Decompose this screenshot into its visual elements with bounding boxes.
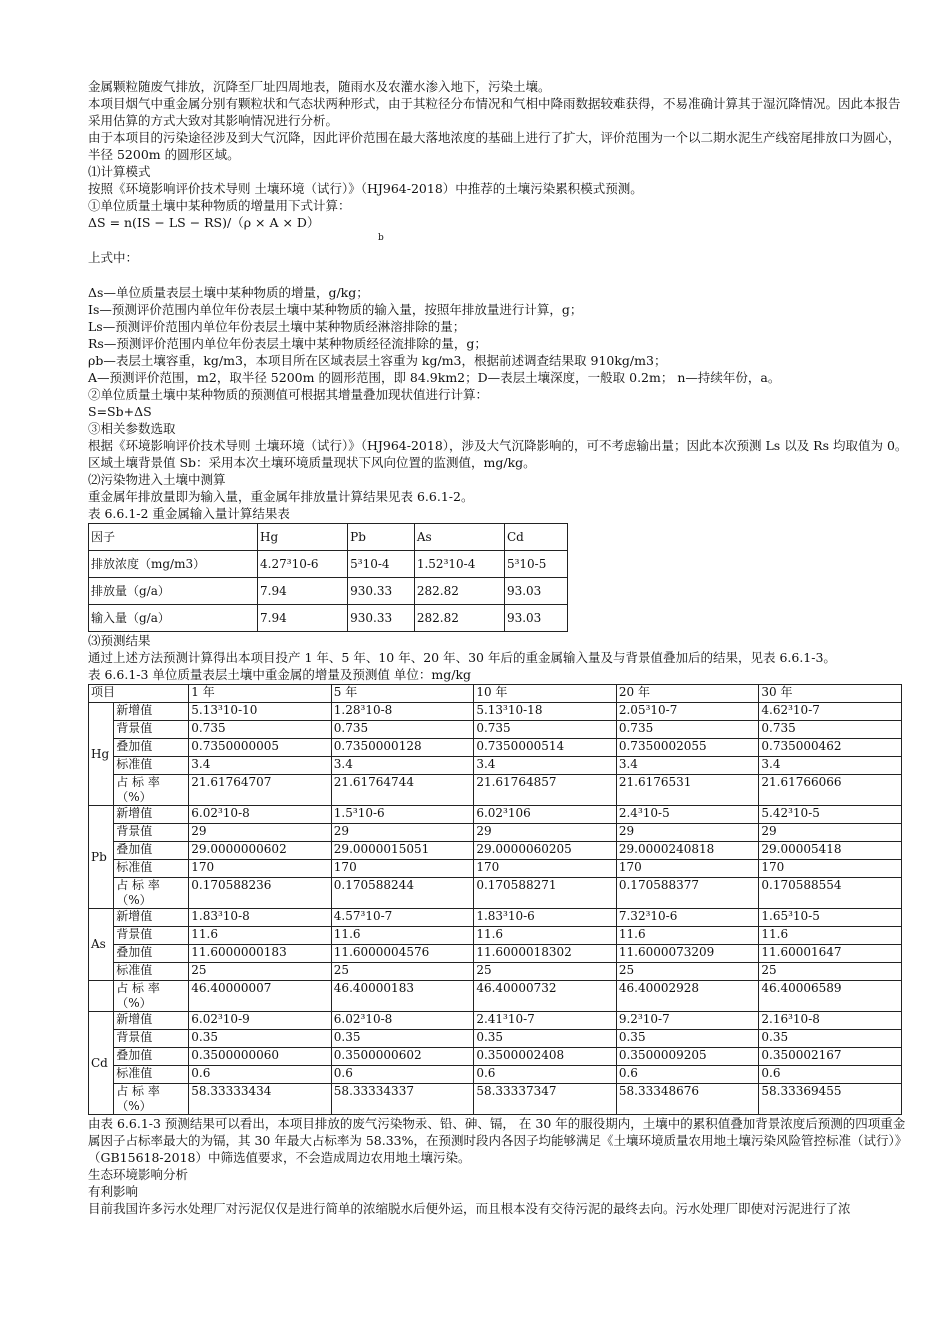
intro-section — [88, 78, 908, 231]
table-row — [89, 824, 902, 842]
paragraph: 由表 6.6.1-3 预测结果可以看出，本项目排放的废气污染物汞、铅、砷、镉， 在 30 年的服役期内，土壤中的累积值叠加背景浓度后预测的四项重金属因子占标率最大的为镉，其 30 年最大占标率为 58.33%，在预测时段内各因子均能够满足《土壤环境质量农用地土壤污染风险管控标准（试行）》（GB15618-2018）中筛选值要求，不会造成周边农用地土壤污染。 — [88, 1116, 908, 1165]
value-cell: 4.62³10-7 — [759, 703, 902, 721]
table-cell: 5³10-5 — [504, 551, 567, 578]
item-cell: 背景值 — [114, 1030, 189, 1048]
paragraph: 本项目烟气中重金属分别有颗粒状和气态状两种形式，由于其粒径分布情况和气相中降雨数据较难获得，不易准确计算其于湿沉降情况。因此本报告采用估算的方式大致对其影响情况进行分析。 — [88, 96, 901, 128]
value-cell: 6.02³106 — [474, 806, 617, 824]
table-row — [89, 842, 902, 860]
value-cell: 0.35 — [759, 1030, 902, 1048]
value-cell: 0.170588377 — [616, 878, 759, 909]
table-cell: 4.27³10-6 — [258, 551, 348, 578]
value-cell: 0.735 — [331, 721, 474, 739]
value-cell: 2.16³10-8 — [759, 1012, 902, 1030]
value-cell: 0.735 — [616, 721, 759, 739]
table-cell: 5³10-4 — [348, 551, 415, 578]
value-cell: 3.4 — [616, 757, 759, 775]
conclusion-section — [88, 1115, 908, 1217]
value-cell: 11.6 — [331, 927, 474, 945]
value-cell: 25 — [759, 963, 902, 981]
value-cell: 0.7350002055 — [616, 739, 759, 757]
header-cell: Pb — [348, 524, 415, 551]
value-cell: 58.33333434 — [189, 1084, 332, 1115]
table-row — [89, 806, 902, 824]
item-cell: 标准值 — [114, 860, 189, 878]
value-cell: 5.13³10-18 — [474, 703, 617, 721]
table-cell: 排放浓度（mg/m3） — [89, 551, 258, 578]
value-cell: 21.61764744 — [331, 775, 474, 806]
item-cell: 叠加值 — [114, 945, 189, 963]
value-cell: 0.6 — [759, 1066, 902, 1084]
paragraph: ⑵污染物进入土壤中测算 — [88, 472, 226, 487]
value-cell: 6.02³10-8 — [331, 1012, 474, 1030]
paragraph: A—预测评价范围，m2，取半径 5200m 的圆形范围，即 84.9km2；D—表层土壤深度，一般取 0.2m； n—持续年份，a。 — [88, 370, 781, 385]
table-cell: 93.03 — [504, 605, 567, 632]
paragraph: Δs—单位质量表层土壤中某种物质的增量，g/kg； — [88, 285, 369, 300]
item-cell: 占 标 率（%） — [114, 775, 189, 806]
value-cell: 46.40000183 — [331, 981, 474, 1012]
metal-group-cell — [89, 981, 114, 1012]
value-cell: 2.05³10-7 — [616, 703, 759, 721]
value-cell: 46.40002928 — [616, 981, 759, 1012]
table-row — [89, 1048, 902, 1066]
table-row — [89, 578, 568, 605]
paragraph: 根据《环境影响评价技术导则 土壤环境（试行）》（HJ964-2018），涉及大气沉降影响的，可不考虑输出量；因此本次预测 Ls 以及 Rs 均取值为 0。 — [88, 438, 908, 453]
document-page — [88, 78, 908, 1217]
paragraph: 重金属年排放量即为输入量，重金属年排放量计算结果见表 6.6.1-2。 — [88, 489, 474, 504]
value-cell: 21.61764857 — [474, 775, 617, 806]
table2-caption: 表 6.6.1-3 单位质量表层土壤中重金属的增量及预测值 单位：mg/kg — [88, 667, 472, 682]
value-cell: 0.35 — [616, 1030, 759, 1048]
value-cell: 3.4 — [474, 757, 617, 775]
value-cell: 0.7350000514 — [474, 739, 617, 757]
value-cell: 58.33369455 — [759, 1084, 902, 1115]
value-cell: 0.6 — [331, 1066, 474, 1084]
paragraph: Ls—预测评价范围内单位年份表层土壤中某种物质经淋溶排除的量； — [88, 319, 466, 334]
prediction-section — [88, 632, 908, 666]
table-row — [89, 945, 902, 963]
value-cell: 46.40006589 — [759, 981, 902, 1012]
value-cell: 0.735000462 — [759, 739, 902, 757]
formula-note — [88, 249, 908, 266]
value-cell: 3.4 — [331, 757, 474, 775]
table-row — [89, 605, 568, 632]
value-cell: 6.02³10-9 — [189, 1012, 332, 1030]
table-row — [89, 909, 902, 927]
table-row — [89, 860, 902, 878]
value-cell: 4.57³10-7 — [331, 909, 474, 927]
value-cell: 0.170588244 — [331, 878, 474, 909]
table-row — [89, 1066, 902, 1084]
table-cell: 1.52³10-4 — [414, 551, 504, 578]
value-cell: 58.33334337 — [331, 1084, 474, 1115]
paragraph: ΔS = n(IS − LS − RS)/（ρ × A × D） — [88, 215, 320, 230]
value-cell: 0.170588554 — [759, 878, 902, 909]
soil-increment-prediction-table — [88, 684, 902, 1115]
value-cell: 1.83³10-8 — [189, 909, 332, 927]
value-cell: 3.4 — [189, 757, 332, 775]
table-cell: 282.82 — [414, 605, 504, 632]
table-cell: 930.33 — [348, 605, 415, 632]
value-cell: 0.35 — [331, 1030, 474, 1048]
table-cell: 93.03 — [504, 578, 567, 605]
item-cell: 占 标 率（%） — [114, 878, 189, 909]
item-cell: 占 标 率（%） — [114, 981, 189, 1012]
table-cell: 930.33 — [348, 578, 415, 605]
item-cell: 新增值 — [114, 703, 189, 721]
value-cell: 0.350002167 — [759, 1048, 902, 1066]
header-cell: As — [414, 524, 504, 551]
header-cell: 1 年 — [189, 685, 332, 703]
value-cell: 29 — [759, 824, 902, 842]
paragraph: Is—预测评价范围内单位年份表层土壤中某种物质的输入量，按照年排放量进行计算，g； — [88, 302, 583, 317]
value-cell: 0.735 — [189, 721, 332, 739]
item-cell: 背景值 — [114, 927, 189, 945]
paragraph: 有利影响 — [88, 1184, 139, 1199]
paragraph: 生态环境影响分析 — [88, 1167, 189, 1182]
value-cell: 0.170588271 — [474, 878, 617, 909]
value-cell: 0.35 — [189, 1030, 332, 1048]
table-cell: 282.82 — [414, 578, 504, 605]
item-cell: 标准值 — [114, 963, 189, 981]
value-cell: 11.6000004576 — [331, 945, 474, 963]
value-cell: 0.3500002408 — [474, 1048, 617, 1066]
value-cell: 29 — [189, 824, 332, 842]
value-cell: 0.735 — [759, 721, 902, 739]
value-cell: 0.735 — [474, 721, 617, 739]
value-cell: 0.3500009205 — [616, 1048, 759, 1066]
metal-group-cell: As — [89, 909, 114, 981]
value-cell: 11.6000073209 — [616, 945, 759, 963]
table-cell: 7.94 — [258, 578, 348, 605]
value-cell: 29 — [616, 824, 759, 842]
table-row — [89, 927, 902, 945]
table-row — [89, 963, 902, 981]
heavy-metal-input-table — [88, 523, 568, 632]
value-cell: 1.83³10-6 — [474, 909, 617, 927]
value-cell: 0.7350000128 — [331, 739, 474, 757]
value-cell: 11.6 — [759, 927, 902, 945]
table-row — [89, 878, 902, 909]
table-row — [89, 981, 902, 1012]
header-cell: Hg — [258, 524, 348, 551]
paragraph: 区域土壤背景值 Sb：采用本次土壤环境质量现状下风向位置的监测值，mg/kg。 — [88, 455, 536, 470]
value-cell: 5.13³10-10 — [189, 703, 332, 721]
value-cell: 25 — [331, 963, 474, 981]
paragraph: ②单位质量土壤中某种物质的预测值可根据其增量叠加现状值进行计算： — [88, 387, 489, 402]
value-cell: 2.41³10-7 — [474, 1012, 617, 1030]
paragraph: ①单位质量土壤中某种物质的增量用下式计算： — [88, 198, 351, 213]
item-cell: 叠加值 — [114, 842, 189, 860]
value-cell: 58.33348676 — [616, 1084, 759, 1115]
value-cell: 1.65³10-5 — [759, 909, 902, 927]
paragraph: ⑶预测结果 — [88, 633, 151, 648]
value-cell: 11.6000000183 — [189, 945, 332, 963]
value-cell: 29.00005418 — [759, 842, 902, 860]
paragraph: 上式中： — [88, 250, 139, 265]
value-cell: 0.7350000005 — [189, 739, 332, 757]
paragraph: ③相关参数选取 — [88, 421, 176, 436]
paragraph: ρb—表层土壤容重，kg/m3，本项目所在区域表层土容重为 kg/m3，根据前述调查结果取 910kg/m3； — [88, 353, 667, 368]
value-cell: 170 — [616, 860, 759, 878]
value-cell: 1.28³10-8 — [331, 703, 474, 721]
value-cell: 2.4³10-5 — [616, 806, 759, 824]
value-cell: 11.6 — [616, 927, 759, 945]
paragraph: ⑴计算模式 — [88, 164, 151, 179]
value-cell: 21.61764707 — [189, 775, 332, 806]
value-cell: 25 — [474, 963, 617, 981]
metal-group-cell: Hg — [89, 703, 114, 806]
header-cell: 20 年 — [616, 685, 759, 703]
value-cell: 6.02³10-8 — [189, 806, 332, 824]
table-row — [89, 1030, 902, 1048]
header-cell: 30 年 — [759, 685, 902, 703]
value-cell: 11.6 — [189, 927, 332, 945]
value-cell: 170 — [759, 860, 902, 878]
header-cell: 项目 — [89, 685, 189, 703]
item-cell: 标准值 — [114, 1066, 189, 1084]
value-cell: 0.6 — [189, 1066, 332, 1084]
table-row — [89, 775, 902, 806]
table1-caption: 表 6.6.1-2 重金属输入量计算结果表 — [88, 506, 290, 521]
value-cell: 29 — [474, 824, 617, 842]
item-cell: 新增值 — [114, 1012, 189, 1030]
value-cell: 7.32³10-6 — [616, 909, 759, 927]
value-cell: 58.33337347 — [474, 1084, 617, 1115]
table-row — [89, 1084, 902, 1115]
header-cell: 10 年 — [474, 685, 617, 703]
table-row — [89, 757, 902, 775]
table-header-row — [89, 524, 568, 551]
item-cell: 叠加值 — [114, 1048, 189, 1066]
value-cell: 0.3500000602 — [331, 1048, 474, 1066]
paragraph: 金属颗粒随废气排放，沉降至厂址四周地表，随雨水及农灌水渗入地下，污染土壤。 — [88, 79, 551, 94]
item-cell: 标准值 — [114, 757, 189, 775]
value-cell: 0.3500000060 — [189, 1048, 332, 1066]
paragraph: 按照《环境影响评价技术导则 土壤环境（试行）》（HJ964-2018）中推荐的土壤污染累积模式预测。 — [88, 181, 643, 196]
value-cell: 29.0000015051 — [331, 842, 474, 860]
paragraph: 目前我国许多污水处理厂对污泥仅仅是进行简单的浓缩脱水后便外运，而且根本没有交待污泥的最终去向。污水处理厂即使对污泥进行了浓 — [88, 1201, 851, 1216]
value-cell: 29.0000060205 — [474, 842, 617, 860]
item-cell: 占 标 率（%） — [114, 1084, 189, 1115]
value-cell: 11.6000018302 — [474, 945, 617, 963]
value-cell: 25 — [189, 963, 332, 981]
table-row — [89, 739, 902, 757]
item-cell: 新增值 — [114, 909, 189, 927]
value-cell: 1.5³10-6 — [331, 806, 474, 824]
table-row — [89, 551, 568, 578]
value-cell: 170 — [331, 860, 474, 878]
header-cell: 5 年 — [331, 685, 474, 703]
table-header-row — [89, 685, 902, 703]
item-cell: 背景值 — [114, 824, 189, 842]
value-cell: 5.42³10-5 — [759, 806, 902, 824]
value-cell: 11.6 — [474, 927, 617, 945]
subscript-b: b — [378, 233, 384, 243]
value-cell: 46.40000732 — [474, 981, 617, 1012]
paragraph: S=Sb+ΔS — [88, 404, 152, 419]
value-cell: 3.4 — [759, 757, 902, 775]
value-cell: 9.2³10-7 — [616, 1012, 759, 1030]
metal-group-cell: Pb — [89, 806, 114, 909]
table-cell: 排放量（g/a） — [89, 578, 258, 605]
value-cell: 0.6 — [616, 1066, 759, 1084]
value-cell: 11.60001647 — [759, 945, 902, 963]
paragraph: 由于本项目的污染途径涉及到大气沉降，因此评价范围在最大落地浓度的基础上进行了扩大，评价范围为一个以二期水泥生产线窑尾排放口为圆心，半径 5200m 的圆形区域。 — [88, 130, 901, 162]
table-row — [89, 1012, 902, 1030]
value-cell: 0.6 — [474, 1066, 617, 1084]
table-cell: 7.94 — [258, 605, 348, 632]
header-cell: 因子 — [89, 524, 258, 551]
table-row — [89, 703, 902, 721]
paragraph: Rs—预测评价范围内单位年份表层土壤中某种物质经径流排除的量，g； — [88, 336, 487, 351]
value-cell: 170 — [189, 860, 332, 878]
value-cell: 29.0000240818 — [616, 842, 759, 860]
value-cell: 170 — [474, 860, 617, 878]
item-cell: 叠加值 — [114, 739, 189, 757]
table-row — [89, 721, 902, 739]
value-cell: 29 — [331, 824, 474, 842]
value-cell: 25 — [616, 963, 759, 981]
value-cell: 21.6176531 — [616, 775, 759, 806]
item-cell: 背景值 — [114, 721, 189, 739]
value-cell: 29.0000000602 — [189, 842, 332, 860]
paragraph: 通过上述方法预测计算得出本项目投产 1 年、5 年、10 年、20 年、30 年后的重金属输入量及与背景值叠加后的结果，见表 6.6.1-3。 — [88, 650, 836, 665]
value-cell: 46.40000007 — [189, 981, 332, 1012]
value-cell: 0.170588236 — [189, 878, 332, 909]
item-cell: 新增值 — [114, 806, 189, 824]
metal-group-cell: Cd — [89, 1012, 114, 1115]
value-cell: 21.61766066 — [759, 775, 902, 806]
header-cell: Cd — [504, 524, 567, 551]
value-cell: 0.35 — [474, 1030, 617, 1048]
table-cell: 输入量（g/a） — [89, 605, 258, 632]
definitions-section — [88, 284, 908, 505]
